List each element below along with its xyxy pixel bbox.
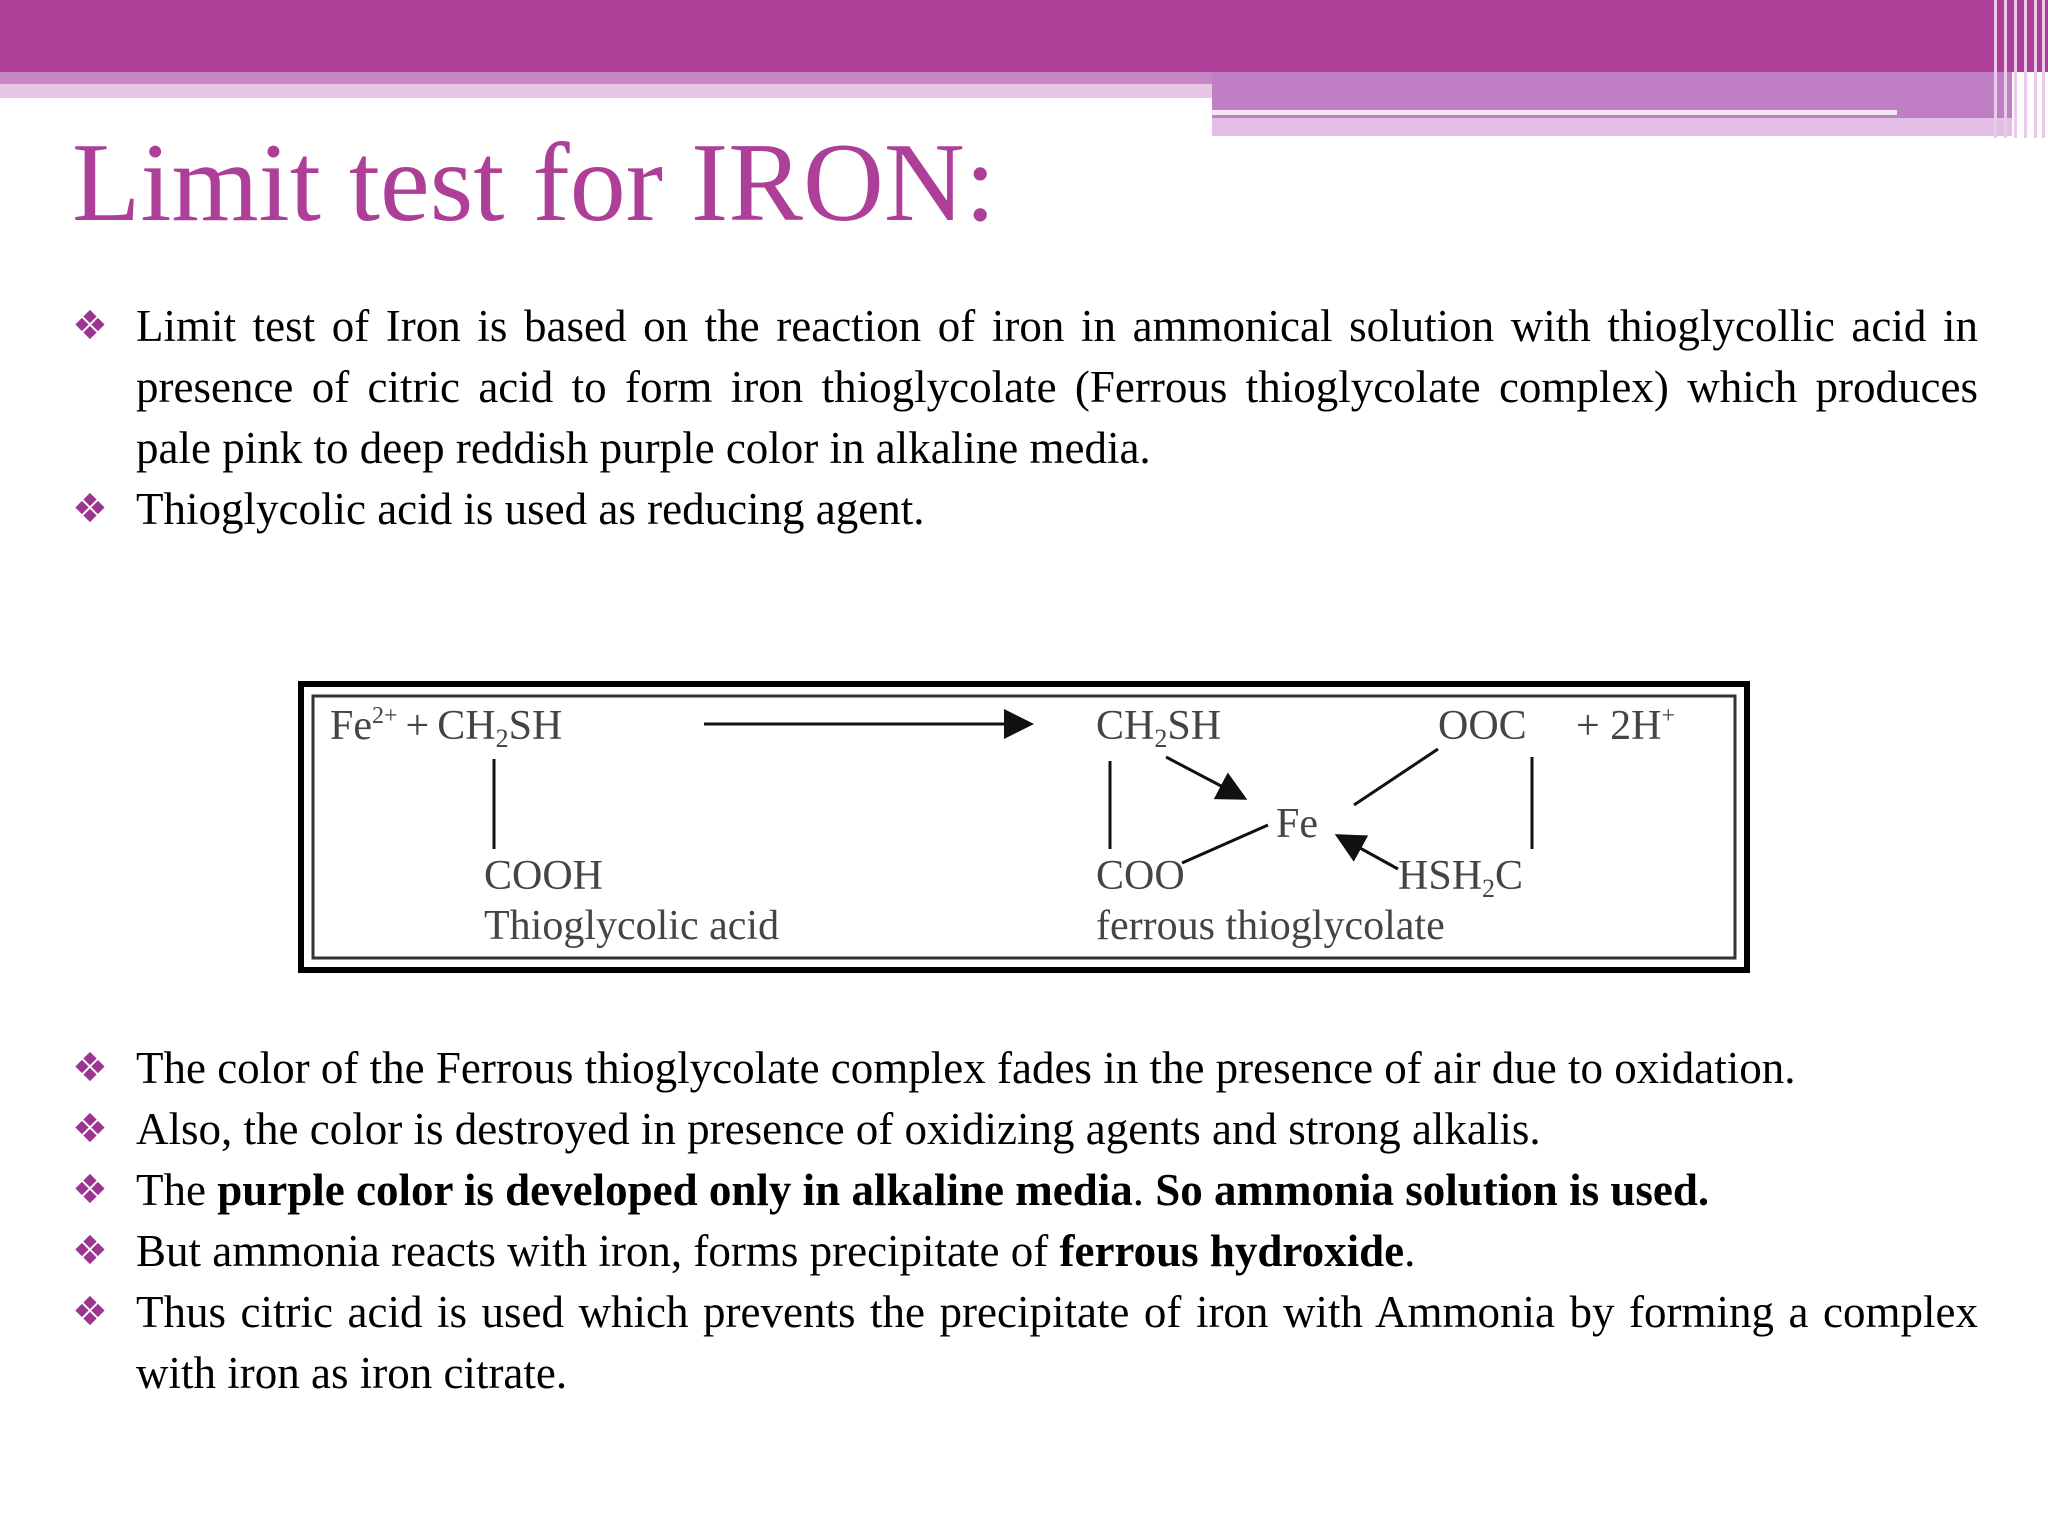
diamond-bullet-icon: ❖: [72, 303, 108, 349]
diamond-bullet-icon: ❖: [72, 1289, 108, 1335]
byproduct-protons: + 2H+: [1576, 703, 1676, 749]
diamond-bullet-icon: ❖: [72, 1167, 108, 1213]
diamond-bullet-icon: ❖: [72, 1045, 108, 1091]
header-band: [0, 0, 2048, 72]
diamond-bullet-icon: ❖: [72, 1106, 108, 1152]
bullet-item: ❖ Limit test of Iron is based on the reaction of iron in ammonical solution with thioglycollic acid in presence of citric acid to form iron thioglycolate (Ferrous thioglycolate complex) which produces pale pink to deep reddish purple color in alkaline media.: [72, 296, 1978, 479]
bullet-item: ❖ Thioglycolic acid is used as reducing agent.: [72, 479, 1978, 540]
reactant-iron: $Fe^{2+} + CH2SH$: [330, 703, 563, 753]
diamond-bullet-icon: ❖: [72, 1228, 108, 1274]
product-bottom-right: HSH2C: [1398, 853, 1524, 903]
product-center-iron: Fe: [1276, 801, 1318, 847]
product-bottom-left: COO: [1096, 853, 1185, 899]
slide-title: Limit test for IRON:: [72, 121, 996, 245]
product-name: ferrous thioglycolate: [1096, 903, 1445, 949]
header-stripe: [1212, 110, 1897, 115]
header-vertical-bars: [1990, 0, 2048, 138]
header-stripe: [0, 84, 1212, 98]
bullet-item: ❖ But ammonia reacts with iron, forms precipitate of ferrous hydroxide.: [72, 1221, 1978, 1282]
reaction-figure: [298, 681, 1750, 973]
diamond-bullet-icon: ❖: [72, 486, 108, 532]
bullet-item: ❖ The purple color is developed only in alkaline media. So ammonia solution is used.: [72, 1160, 1978, 1221]
reagent-name: Thioglycolic acid: [484, 903, 780, 949]
bullet-item: ❖ Also, the color is destroyed in presence of oxidizing agents and strong alkalis.: [72, 1099, 1978, 1160]
reagent-cooh: COOH: [484, 853, 604, 899]
header-stripe: [1212, 118, 2012, 136]
bullet-list-top: [72, 296, 1978, 540]
product-top-right: OOC: [1438, 703, 1527, 749]
bullet-list-bottom: [72, 1038, 1978, 1404]
product-top-left: CH2SH: [1096, 703, 1222, 753]
bullet-item: ❖ The color of the Ferrous thioglycolate complex fades in the presence of air due to oxidation.: [72, 1038, 1978, 1099]
bullet-item: ❖ Thus citric acid is used which prevents the precipitate of iron with Ammonia by forming a complex with iron as iron citrate.: [72, 1282, 1978, 1404]
header-stripe: [0, 72, 1212, 84]
